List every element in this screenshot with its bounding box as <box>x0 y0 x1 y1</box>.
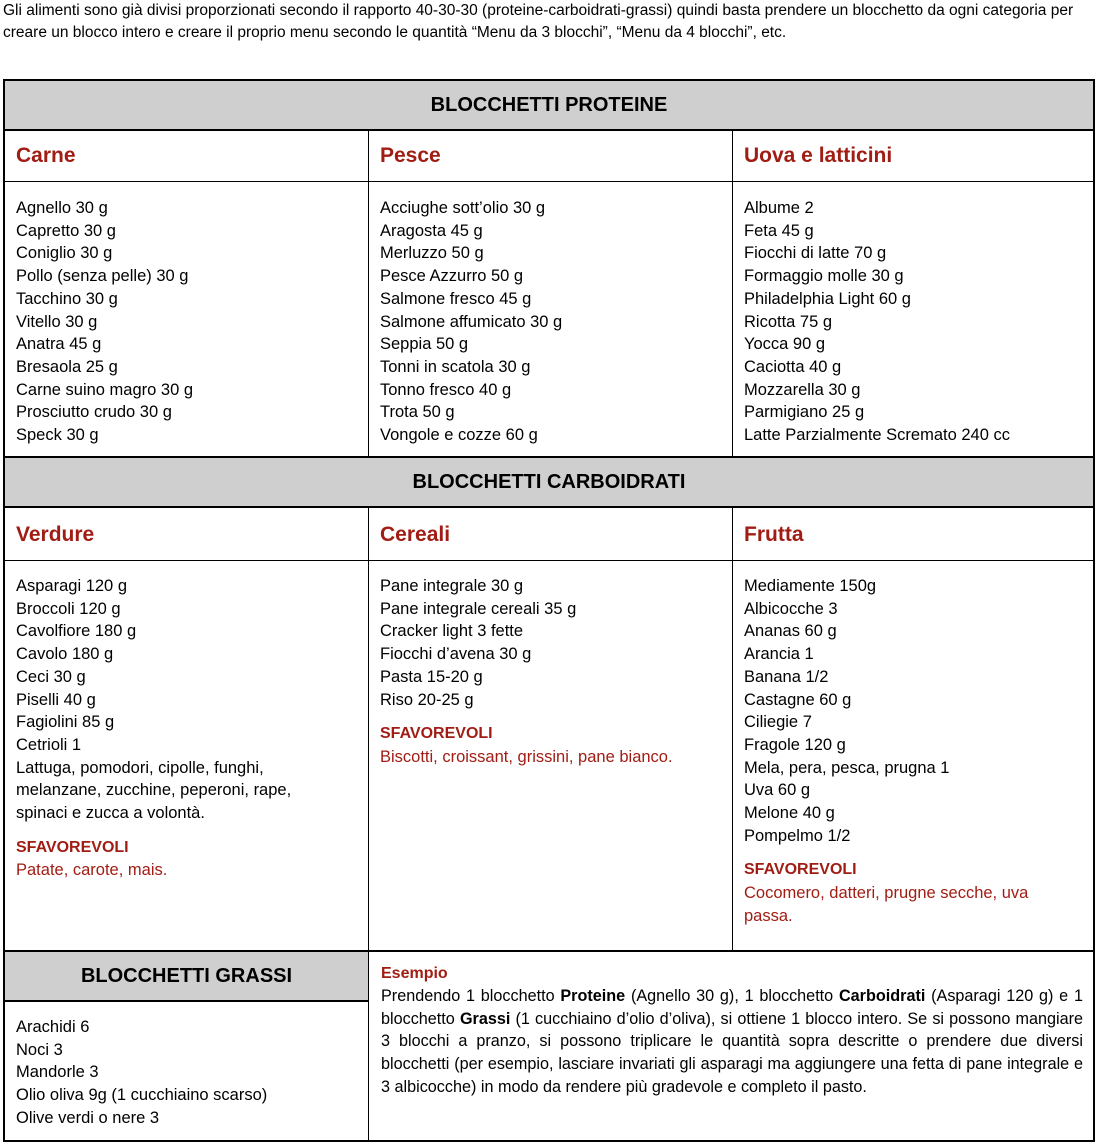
list-item: Pasta 15-20 g <box>380 667 483 686</box>
category-carne: Carne <box>16 144 76 167</box>
unfavorable-title: SFAVOREVOLI <box>16 838 129 856</box>
list-item: Asparagi 120 g <box>16 577 127 595</box>
list-item: Pane integrale 30 g <box>380 577 524 595</box>
list-item: Cetrioli 1 <box>16 735 82 754</box>
list-item: Olive verdi o nere 3 <box>16 1108 160 1127</box>
unfavorable-title: SFAVOREVOLI <box>380 725 493 743</box>
list-item: Castagne 60 g <box>744 690 852 709</box>
list-frutta <box>733 575 1078 928</box>
list-item: Tonni in scatola 30 g <box>380 357 531 376</box>
list-item: Mozzarella 30 g <box>744 380 861 399</box>
example-text: Prendendo 1 blocchetto Proteine (Agnello 30 g), 1 blocchetto Carboidrati (Asparagi 120 g) e 1 blocchetto Grassi (1 cucchiaino d’olio d’oliva), si ottiene 1 blocco intero. Se si possono mangiare 3 blocchi a pranzo, si possono triplicare le quantità sopra descritte o prendere due diversi blocchetti (per esempio, lasciare invariati gli asparagi ma aggiungere una fetta di pane integrale e 3 albicocche) in modo da rendere più gradevole e completo il pasto. <box>381 987 1083 1096</box>
list-item: Agnello 30 g <box>16 199 108 217</box>
list-item: Capretto 30 g <box>16 221 116 240</box>
list-item: Ananas 60 g <box>744 622 837 641</box>
list-item: Formaggio molle 30 g <box>744 267 904 286</box>
list-item: Olio oliva 9g (1 cucchiaino scarso) <box>16 1086 268 1105</box>
list-item: Mela, pera, pesca, prugna 1 <box>744 758 950 777</box>
list-item: Salmone affumicato 30 g <box>380 312 563 331</box>
list-item: Fragole 120 g <box>744 735 846 754</box>
proteine-band <box>5 81 1093 131</box>
category-frutta: Frutta <box>744 523 804 546</box>
list-item: Fagiolini 85 g <box>16 713 115 732</box>
list-item: Uva 60 g <box>744 781 811 800</box>
carboidrati-band <box>5 456 1093 508</box>
list-item: Pane integrale cereali 35 g <box>380 599 577 618</box>
list-item: Fiocchi d’avena 30 g <box>380 645 532 664</box>
list-item: Arachidi 6 <box>16 1018 90 1036</box>
list-grassi <box>5 1016 368 1130</box>
list-item: Pesce Azzurro 50 g <box>380 267 524 286</box>
list-item: Arancia 1 <box>744 645 814 664</box>
unfavorable-title: SFAVOREVOLI <box>744 861 857 879</box>
food-blocks-table <box>3 79 1095 1142</box>
list-item: Yocca 90 g <box>744 335 826 354</box>
list-item: Banana 1/2 <box>744 667 829 686</box>
intro-paragraph: Gli alimenti sono già divisi proporzionati secondo il rapporto 40-30-30 (proteine-carboidrati-grassi) quindi basta prendere un blocchetto da ogni categoria per creare un blocco intero e creare il proprio menu secondo le quantità “Menu da 3 blocchi”, “Menu da 4 blocchi”, etc. <box>3 2 1074 41</box>
list-item: Tacchino 30 g <box>16 289 118 308</box>
list-item: Prosciutto crudo 30 g <box>16 403 172 422</box>
list-item: Speck 30 g <box>16 426 99 445</box>
list-item: Fiocchi di latte 70 g <box>744 244 887 263</box>
row-divider <box>5 560 1093 561</box>
list-item: Cavolfiore 180 g <box>16 622 137 641</box>
category-uova-latticini: Uova e latticini <box>744 144 893 167</box>
unfavorable-list: Biscotti, croissant, grissini, pane bianco. <box>380 747 673 766</box>
list-item: Latte Parzialmente Scremato 240 cc <box>744 426 1010 445</box>
list-pesce <box>369 197 732 447</box>
list-item: Parmigiano 25 g <box>744 403 865 422</box>
row-divider <box>5 181 1093 182</box>
list-item: Melone 40 g <box>744 804 835 823</box>
list-item: Feta 45 g <box>744 221 814 240</box>
list-item: Salmone fresco 45 g <box>380 289 532 308</box>
list-uova-latticini <box>733 197 1093 447</box>
list-verdure <box>5 575 335 882</box>
list-item: Piselli 40 g <box>16 690 96 709</box>
list-item: Mediamente 150g <box>744 577 877 595</box>
list-item: Vongole e cozze 60 g <box>380 426 538 445</box>
list-item: Anatra 45 g <box>16 335 102 354</box>
list-item: Broccoli 120 g <box>16 599 121 618</box>
unfavorable-list: Patate, carote, mais. <box>16 861 168 880</box>
unfavorable-list: Cocomero, datteri, prugne secche, uva passa. <box>744 884 1029 925</box>
list-item: Noci 3 <box>16 1040 63 1059</box>
list-item: Ciliegie 7 <box>744 713 812 732</box>
list-cereali <box>369 575 732 769</box>
example-box <box>369 952 1093 1099</box>
list-item: Caciotta 40 g <box>744 357 842 376</box>
list-item: Merluzzo 50 g <box>380 244 484 263</box>
category-verdure: Verdure <box>16 523 95 546</box>
list-item: Acciughe sott’olio 30 g <box>380 199 546 217</box>
list-item: Vitello 30 g <box>16 312 98 331</box>
list-item: Ceci 30 g <box>16 667 86 686</box>
grassi-title: BLOCCHETTI GRASSI <box>80 964 293 987</box>
list-item: Mandorle 3 <box>16 1063 99 1082</box>
list-item: Tonno fresco 40 g <box>380 380 512 399</box>
list-item: Pompelmo 1/2 <box>744 826 851 845</box>
list-item: Cavolo 180 g <box>16 645 114 664</box>
carboidrati-title: BLOCCHETTI CARBOIDRATI <box>412 470 686 493</box>
list-item: Ricotta 75 g <box>744 312 833 331</box>
list-item: Coniglio 30 g <box>16 244 113 263</box>
proteine-title: BLOCCHETTI PROTEINE <box>430 93 668 116</box>
list-item: Bresaola 25 g <box>16 357 118 376</box>
list-item: Carne suino magro 30 g <box>16 380 194 399</box>
list-item: Pollo (senza pelle) 30 g <box>16 267 189 286</box>
list-item: Aragosta 45 g <box>380 221 483 240</box>
list-item: Riso 20-25 g <box>380 690 474 709</box>
grassi-band <box>5 952 368 1002</box>
example-title: Esempio <box>381 965 448 982</box>
list-item: Philadelphia Light 60 g <box>744 289 911 308</box>
category-cereali: Cereali <box>380 523 451 546</box>
list-carne <box>5 197 368 447</box>
list-item: Albume 2 <box>744 199 814 217</box>
list-item: Lattuga, pomodori, cipolle, funghi, melanzane, zucchine, peperoni, rape, spinaci e zucca a volontà. <box>16 758 292 823</box>
list-item: Trota 50 g <box>380 403 455 422</box>
list-item: Cracker light 3 fette <box>380 622 524 641</box>
category-pesce: Pesce <box>380 144 441 167</box>
list-item: Albicocche 3 <box>744 599 838 618</box>
list-item: Seppia 50 g <box>380 335 469 354</box>
